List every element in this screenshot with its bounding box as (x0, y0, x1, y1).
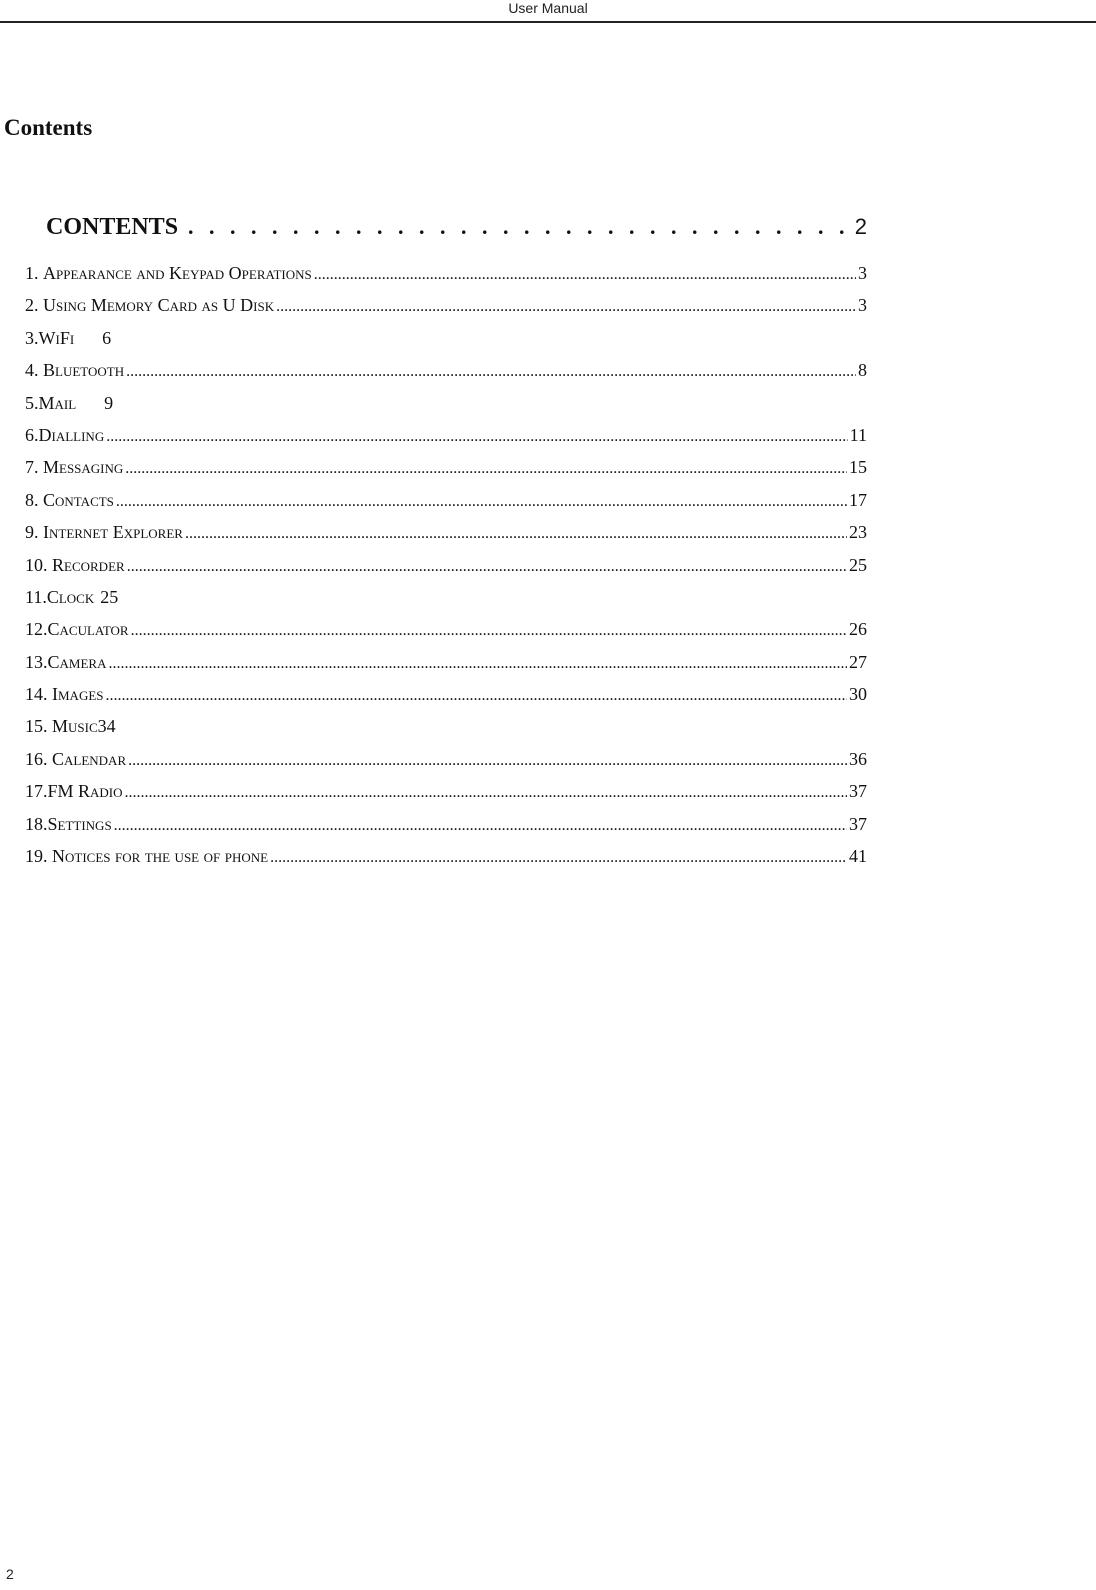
toc-entry[interactable] (25, 422, 867, 454)
toc-entry-title: Using Memory Card as U Disk (43, 295, 275, 316)
toc-entry-label (25, 487, 114, 513)
dot-leader (314, 262, 856, 288)
dot-leader (270, 845, 847, 871)
toc-entry[interactable] (25, 260, 867, 292)
toc-entry-title: Camera (47, 651, 107, 672)
toc-entry[interactable] (25, 325, 867, 357)
toc-entry-number: 1. (25, 263, 43, 283)
toc-entry-title: Internet Explorer (43, 522, 183, 543)
dot-leader (128, 748, 847, 774)
toc-entry[interactable] (25, 519, 867, 551)
toc-entry[interactable] (25, 454, 867, 486)
toc-entry-page: 34 (97, 716, 116, 737)
toc-entry-page: 25 (849, 554, 867, 575)
toc-entry-label (25, 357, 124, 383)
toc-entry-title: Messaging (43, 457, 124, 478)
toc-entry-contents[interactable] (46, 214, 867, 244)
dot-leader (106, 424, 847, 450)
toc-entry[interactable] (25, 292, 867, 324)
toc-entry[interactable] (25, 811, 867, 843)
toc-entry-page: 17 (849, 489, 867, 510)
toc-entry-number: 11. (25, 586, 47, 607)
toc-entry-page: 27 (849, 651, 867, 672)
dot-leader (126, 359, 856, 385)
toc-entry-label: CONTENTS (46, 214, 179, 240)
toc-entry[interactable] (25, 584, 867, 616)
toc-entry-page: 36 (849, 748, 867, 769)
toc-entry-number: 9. (25, 522, 43, 543)
toc-entry-page: 8 (858, 360, 867, 381)
toc-entry[interactable] (25, 713, 867, 745)
toc-entry-label (25, 552, 125, 578)
toc-entry-page: 26 (849, 619, 867, 640)
toc-entry-title: Recorder (52, 554, 125, 575)
dot-leader (108, 651, 847, 677)
page-header (0, 0, 1096, 23)
toc-entry-title: Notices for the use of phone (52, 846, 269, 867)
toc-entry[interactable] (25, 746, 867, 778)
header-title: User Manual (508, 0, 588, 16)
toc-entry-label (25, 843, 268, 869)
toc-entry[interactable] (25, 390, 867, 422)
toc-entry-number: 6. (25, 424, 39, 445)
toc-entry[interactable] (25, 649, 867, 681)
toc-entry-title: Caculator (47, 619, 129, 640)
toc-entry-page: 2 (854, 214, 867, 239)
toc-entry-title: Mail (38, 392, 77, 413)
toc-entry-title: WiFi (38, 327, 75, 348)
toc-entry-number: 17. (25, 781, 48, 802)
toc-entry[interactable] (25, 616, 867, 648)
toc-entry-number: 16. (25, 748, 52, 769)
dot-leader (276, 294, 856, 320)
toc-entry-page: 6 (102, 327, 112, 348)
dot-leader (116, 489, 847, 515)
toc-entry-label (25, 778, 123, 804)
toc-entry-number: 7. (25, 457, 43, 478)
toc-entry-label (25, 390, 76, 416)
toc-entry-label (25, 746, 126, 772)
dot-leader (114, 813, 847, 839)
dot-leader (131, 618, 847, 644)
toc-entry-number: 18. (25, 813, 48, 834)
toc-entry[interactable] (25, 681, 867, 713)
toc-entry-title: Contacts (43, 489, 114, 510)
toc-entry-page: 37 (849, 781, 867, 802)
toc-entry-page: 15 (849, 457, 867, 478)
toc-entry-number: 13. (25, 651, 48, 672)
toc-entry-number: 3. (25, 327, 39, 348)
toc-entry[interactable] (25, 843, 867, 875)
dot-leader (188, 214, 845, 240)
dot-leader (106, 683, 847, 709)
toc-entry-number: 15. (25, 716, 52, 737)
toc-entry-label (25, 584, 94, 610)
toc-entry-title: Settings (47, 813, 112, 834)
toc-entry-page: 41 (849, 846, 867, 867)
toc-entry[interactable] (25, 487, 867, 519)
toc-entry-title: Images (52, 684, 104, 705)
dot-leader (125, 780, 847, 806)
toc-entry-label (25, 649, 106, 675)
toc-entry-label (25, 454, 123, 480)
toc-entry-label (25, 325, 74, 351)
toc-entry-title: Bluetooth (43, 360, 125, 381)
toc-entry-title: Calendar (52, 748, 127, 769)
toc-entry-number: 2. (25, 295, 43, 316)
dot-leader (185, 521, 847, 547)
toc-entry-title: Clock (46, 586, 95, 607)
toc-entry-number: 14. (25, 684, 52, 705)
toc-entry-title: FM Radio (47, 781, 123, 802)
toc-entry-label (25, 260, 312, 286)
toc-entry-number: 19. (25, 846, 52, 867)
toc-entry-page: 11 (849, 424, 867, 445)
toc-entry-number: 10. (25, 554, 52, 575)
toc-entry-number: 8. (25, 489, 43, 510)
toc-entry[interactable] (25, 552, 867, 584)
toc-entry[interactable] (25, 357, 867, 389)
page-heading: Contents (4, 115, 93, 140)
toc-entry-label (25, 681, 104, 707)
toc-entry-page: 9 (104, 392, 114, 413)
toc-entry-page: 23 (849, 522, 867, 543)
page-number: 2 (6, 1566, 14, 1582)
toc-entry-page: 3 (858, 263, 867, 283)
toc-entry-label (25, 811, 112, 837)
dot-leader (127, 554, 847, 580)
toc-entry-title: Appearance and Keypad Operations (43, 263, 312, 283)
toc-entry-label (25, 519, 183, 545)
toc-entry-label (25, 422, 104, 448)
toc-entry-page: 37 (849, 813, 867, 834)
toc-entry-title: Dialling (38, 424, 105, 445)
toc-entry-label (25, 616, 129, 642)
toc-entry[interactable] (25, 778, 867, 810)
toc-entry-number: 5. (25, 392, 39, 413)
table-of-contents (25, 260, 867, 875)
toc-entry-page: 25 (100, 586, 119, 607)
toc-entry-number: 4. (25, 360, 43, 381)
toc-entry-label (25, 292, 274, 318)
toc-entry-title: Music (52, 716, 98, 737)
toc-entry-number: 12. (25, 619, 48, 640)
toc-entry-page: 30 (849, 684, 867, 705)
toc-entry-label (25, 713, 98, 739)
toc-entry-page: 3 (858, 295, 867, 316)
dot-leader (125, 456, 847, 482)
